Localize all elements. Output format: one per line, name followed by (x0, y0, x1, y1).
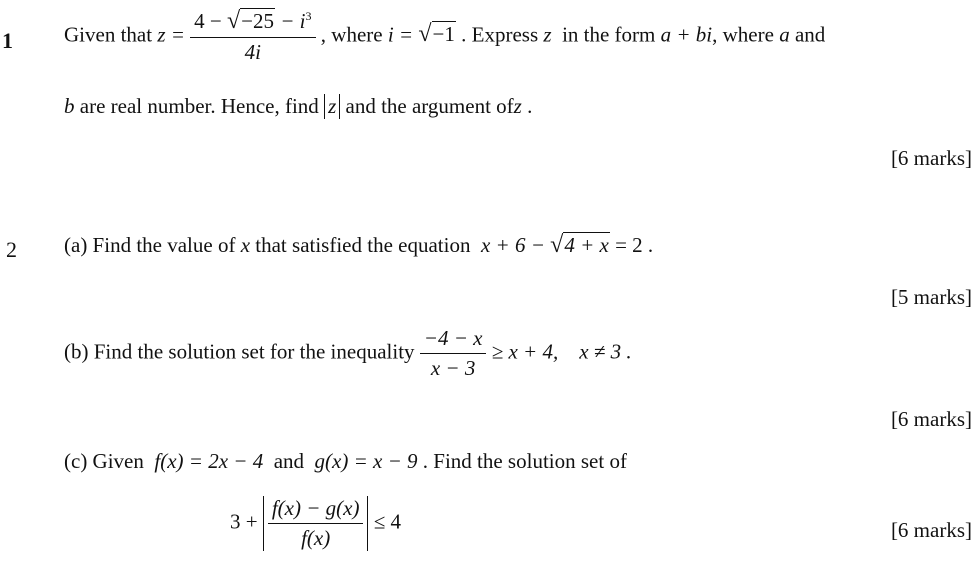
q1-num-part-a: 4 − (194, 9, 222, 33)
q1-line2-b: b (64, 94, 75, 118)
q2b-text: (b) Find the solution set for the inequality (64, 339, 415, 364)
q1-line2-end: and the argument of (345, 94, 514, 118)
q1-period: . (527, 94, 533, 118)
q1-i-radical (418, 21, 456, 48)
q2b-denominator: x − 3 (430, 356, 476, 380)
sqrt-icon: √ (227, 8, 241, 34)
q2a-radicand: 4 + x (564, 233, 609, 257)
q1-i-equals: i = (387, 22, 414, 47)
q1-intro: Given that (64, 22, 153, 47)
q2c-lhs: 3 + (230, 509, 258, 534)
q2-part-c (64, 449, 627, 474)
q2c-numerator: f(x) − g(x) (268, 496, 364, 524)
q1-i-radicand: −1 (432, 22, 455, 47)
q2c-rhs: ≤ 4 (373, 509, 401, 534)
q2a-radical (550, 232, 610, 259)
q2c-end: . Find the solution set of (422, 449, 627, 473)
q2c-inequality (230, 496, 401, 551)
q2b-marks: [6 marks] (890, 407, 972, 431)
question-2-number: 2 (6, 237, 17, 262)
question-1-line-2 (64, 94, 532, 119)
q2b-condition: x ≠ 3 . (579, 339, 632, 364)
question-1-line-1 (64, 8, 825, 65)
q1-z-equals: z = (157, 22, 185, 47)
q2a-eq-2: = 2 . (615, 233, 654, 257)
q1-a: a (779, 22, 790, 47)
q1-marks: [6 marks] (890, 146, 972, 170)
q1-z: z (543, 22, 552, 47)
q2b-numerator: −4 − x (420, 326, 487, 354)
q2c-marks: [6 marks] (890, 518, 972, 542)
q2a-text: (a) Find the value of (64, 233, 236, 257)
sqrt-icon: √ (418, 21, 432, 48)
q1-fraction-numerator (190, 8, 315, 38)
q1-exponent: 3 (305, 9, 312, 23)
q2a-text-2: that satisfied the equation (255, 233, 471, 257)
question-1-number: 1 (2, 28, 13, 53)
q1-form-expr: a + bi (660, 22, 713, 47)
q1-and: and (794, 22, 826, 47)
q2b-fraction (420, 326, 487, 381)
q1-where: , where (320, 22, 383, 47)
q1-where-a: , where (712, 22, 774, 47)
q1-num-part-b: − i (280, 9, 306, 33)
q1-form-text: in the form (562, 22, 656, 47)
q2a-x: x (240, 233, 251, 257)
q2-part-b (64, 326, 632, 381)
q2c-fraction (268, 496, 364, 551)
q2c-and: and (273, 449, 305, 473)
q2c-g: g(x) = x − 9 (314, 449, 418, 473)
q1-fraction-denominator: 4i (244, 40, 262, 64)
q1-fraction (190, 8, 315, 65)
q2-part-a (64, 232, 653, 259)
q1-modulus-z: z (324, 94, 340, 119)
q2c-f: f(x) = 2x − 4 (154, 449, 264, 473)
q1-radical (227, 8, 275, 35)
q2c-denominator: f(x) (301, 526, 331, 550)
q2c-text: (c) Given (64, 449, 144, 473)
q2b-rest: ≥ x + 4, (491, 339, 559, 364)
q2a-marks: [5 marks] (890, 285, 972, 309)
q2a-eq-1: x + 6 − (480, 233, 545, 257)
q2c-absolute-value (263, 496, 369, 551)
q1-line2-text: are real number. Hence, find (79, 94, 319, 118)
sqrt-icon: √ (550, 232, 564, 258)
q1-express: . Express (461, 22, 539, 47)
q1-radicand: −25 (241, 9, 275, 33)
q1-z-2: z (513, 94, 522, 118)
